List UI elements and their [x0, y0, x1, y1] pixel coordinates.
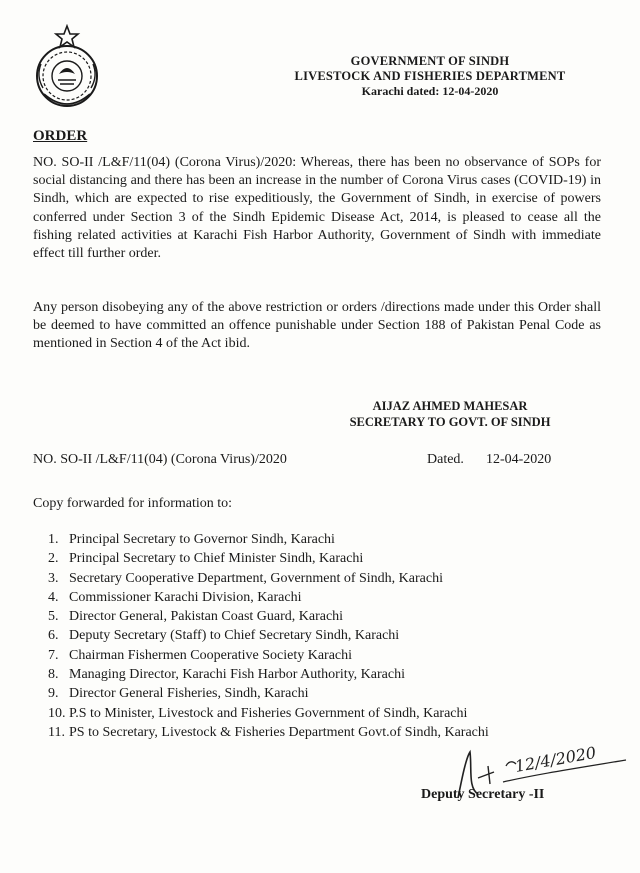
- signer-title: SECRETARY TO GOVT. OF SINDH: [349, 415, 551, 429]
- order-title: ORDER: [33, 128, 88, 144]
- list-item: 8. Managing Director, Karachi Fish Harbor Authority, Karachi: [48, 667, 405, 683]
- list-item: 4. Commissioner Karachi Division, Karachi: [48, 589, 302, 605]
- government-name: GOVERNMENT OF SINDH: [350, 54, 510, 68]
- list-item: 2. Principal Secretary to Chief Minister Sindh, Karachi: [48, 551, 364, 567]
- list-item: 1. Principal Secretary to Governor Sindh, Karachi: [48, 532, 335, 547]
- list-item: 7. Chairman Fishermen Cooperative Society Karachi: [48, 647, 353, 663]
- list-item: 10. P.S to Minister, Livestock and Fisheries Government of Sindh, Karachi: [48, 705, 468, 721]
- dated-line: Karachi dated: 12-04-2020: [361, 84, 499, 98]
- dated-label: Dated.: [427, 452, 464, 467]
- reference-number: NO. SO-II /L&F/11(04) (Corona Virus)/2020: [33, 452, 287, 467]
- order-paragraph-1: NO. SO-II /L&F/11(04) (Corona Virus)/2020: Whereas, there has been no observance of SOPs for social distancing and there has been an increase in the number of Corona Virus cases (COVID-19) in Sindh, which are expected to rise expeditiously, the Government of Sindh, in exercise of powers conferred under Section 3 of the Sindh Epidemic Disease Act, 2014, is pleased to cease all the fishing related activities at Karachi Fish Harbor Authority, Government of Sindh with immediate effect till further order.: [33, 155, 601, 262]
- dated-value: 12-04-2020: [485, 452, 552, 467]
- signer-name: AIJAZ AHMED MAHESAR: [372, 399, 528, 413]
- reference-date: [427, 452, 551, 468]
- order-paragraph-2: Any person disobeying any of the above restriction or orders /directions made under this Order shall be deemed to have committed an offence punishable under Section 188 of Pakistan Penal Code as mentioned in Section 4 of the Act ibid.: [33, 300, 601, 352]
- list-item: 6. Deputy Secretary (Staff) to Chief Secretary Sindh, Karachi: [48, 628, 400, 644]
- recipient-list: [48, 530, 489, 742]
- list-item: 3. Secretary Cooperative Department, Government of Sindh, Karachi: [48, 570, 443, 586]
- deputy-secretary-signature: Deputy Secretary -II: [421, 787, 545, 802]
- signer-block: [315, 398, 585, 430]
- letterhead: [250, 54, 610, 99]
- department-name: LIVESTOCK AND FISHERIES DEPARTMENT: [294, 69, 566, 83]
- list-item: 9. Director General Fisheries, Sindh, Karachi: [48, 686, 309, 702]
- handwritten-date: 12/4/2020: [513, 742, 598, 776]
- copy-forwarded-heading: Copy forwarded for information to:: [33, 496, 233, 511]
- list-item: 11. PS to Secretary, Livestock & Fisheries Department Govt.of Sindh, Karachi: [48, 724, 489, 740]
- list-item: 5. Director General, Pakistan Coast Guard, Karachi: [48, 609, 344, 625]
- government-seal-icon: [32, 24, 102, 112]
